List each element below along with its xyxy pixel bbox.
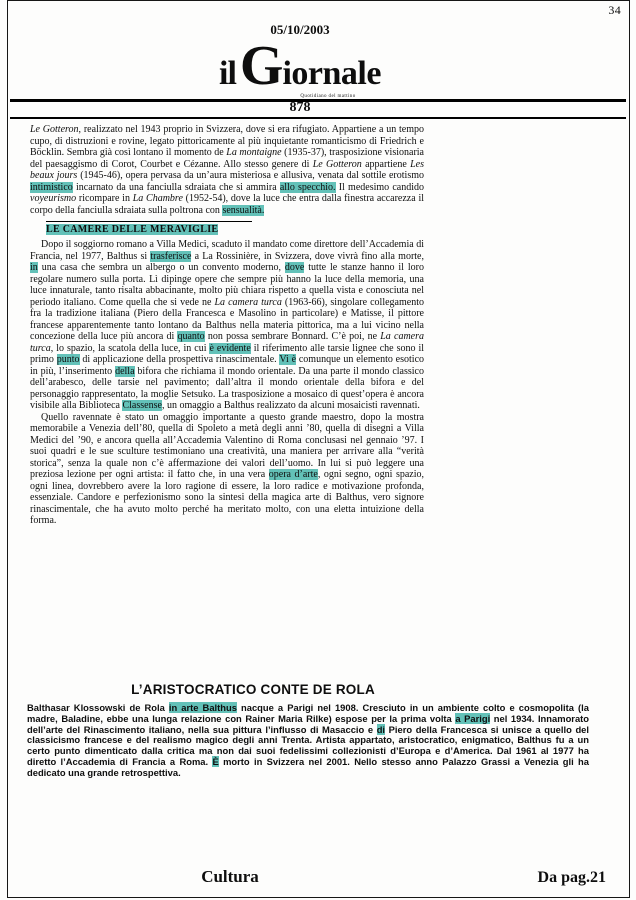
text-segment: (1945-46), opera pervasa da un’aura misteriosa e allusiva, venata dal sottile erotismo	[77, 170, 424, 181]
text-segment: È	[212, 755, 219, 767]
text-segment: La montaigne	[226, 147, 282, 158]
text-segment: Dopo il soggiorno romano a Villa Medici, scaduto il mandato come direttore dell’Accademia di Francia, nel 1977, Balthus si	[30, 239, 424, 262]
footer-frompage-label: Da pag.21	[537, 869, 606, 886]
text-segment: (1952-54), dove la luce che entra dalla finestra accarezza il corpo della fanciulla sdraiata sulla poltrona con	[30, 193, 425, 216]
bio-box	[27, 682, 589, 779]
bio-paragraph	[27, 703, 589, 779]
text-segment: Classense	[122, 400, 162, 411]
text-segment: opera d’arte	[268, 469, 318, 480]
logo-initial: G	[239, 35, 283, 97]
text-segment: a Parigi	[455, 712, 491, 724]
text-segment: della	[115, 365, 135, 377]
text-segment: nacque a Parigi nel 1908. Cresciuto in un ambiente colto e cosmopolita (la madre, Baladine, ebbe una lunga relazione con Rainer Maria Rilke) espose per la prima volta	[27, 702, 589, 724]
bio-heading: L’ARISTOCRATICO CONTE DE ROLA	[131, 682, 375, 697]
text-segment: voyeurismo	[30, 193, 77, 204]
text-segment: una casa che sembra un albergo o un convento moderno,	[37, 262, 285, 273]
article-paragraph-2	[30, 239, 424, 412]
text-segment: incarnato da una fanciulla sdraiata che si ammira	[72, 181, 280, 193]
text-segment: tutte le stanze hanno il loro regolare numero sulla porta. Lì dipinge opere che sempre più hanno la luce della memoria, una luce innaturale, tanto risalta abbacinante, molto più chiara rispetto a quella vista e conosciuta nel periodo italiano. Come quella che si vede ne	[30, 262, 424, 308]
text-segment: , realizzato nel 1943 proprio in Svizzera, dove si era rifugiato. Appartiene a un tempo cupo, di distruzioni e rovine, legato pittoricamente al più inquietante romanticismo di Friedrich e Böcklin. Sembra già così lontano il momento de	[30, 124, 424, 158]
text-segment: trasferisce	[150, 250, 192, 262]
text-segment: appartiene	[361, 158, 411, 170]
text-segment: è evidente	[209, 342, 251, 354]
text-segment: allo specchio.	[279, 181, 336, 193]
masthead-rule-bottom	[10, 117, 626, 119]
text-segment: di applicazione della prospettiva rinascimentale.	[79, 354, 280, 365]
text-segment: Quello ravennate è stato un omaggio importante a questo grande maestro, dopo la mostra memorabile a Venezia dell’80, quella di Spoleto a metà degli anni ’80, quella di disegni a Villa Medici del ’90, e ancora quella all’Accademia Valentino di Roma conclusasi nel gennaio ’97. I suoi quadri e le sue sculture testimoniano una creatività, una maniera per arrivare alla “verità storica”, senza la quale non c’è affermazione dei valori dell’uomo. In lui si può leggere una preziosa lezione per ogni artista: il fatto che, in una vera	[30, 411, 424, 480]
text-segment: ricompare in	[76, 193, 133, 204]
newspaper-logo	[0, 34, 600, 99]
article-paragraph-1	[30, 124, 424, 216]
article-paragraph-3	[30, 412, 424, 527]
text-segment: Vi è	[279, 354, 297, 365]
text-segment: Il medesimo candido	[335, 181, 425, 193]
text-segment: sensualità.	[222, 204, 265, 216]
text-segment: in arte Balthus	[168, 702, 237, 713]
masthead-tagline: Quotidiano del mattino	[300, 94, 356, 99]
text-segment: intimistico	[30, 181, 73, 193]
text-segment: bifora che richiama il mondo orientale. Da una parte il mondo classico dell’arabesco, delle tarsie nel pavimento; dall’altra il mondo orientale della bifora e del personaggio rappresentato, la moglie Setsuko. La trasposizione a mosaico di quest’opera è ancora visibile alla Biblioteca	[30, 365, 424, 411]
text-segment: quanto	[177, 331, 205, 342]
text-segment: La Chambre	[132, 193, 183, 204]
article-column	[30, 124, 424, 527]
logo-prefix: il	[219, 55, 236, 92]
text-segment: Piero della Francesca si unisce a quello del classicismo francese e del realismo magico degli anni Trenta. Artista appartato, aristocratico, enigmatico, Balthus fu a un certo punto dimenticato dalla critica ma non dai suoi fedelissimi collezionisti d’Europa e d’America. Dal 1961 al 1977 ha diretto l’Accademia di Francia a Roma.	[27, 723, 589, 767]
text-segment: Le Gotteron	[312, 158, 362, 170]
text-segment: a La Rossinière, in Svizzera, dove vivrà fino alla morte,	[191, 250, 424, 262]
page-number: 34	[608, 3, 621, 17]
edition-number: 878	[289, 100, 311, 115]
text-segment: La camera turca	[30, 331, 425, 354]
logo-rest: iornale	[282, 55, 381, 92]
text-segment: La camera turca	[214, 296, 282, 308]
text-segment: dove	[284, 262, 305, 273]
text-segment: Les beaux jours	[30, 158, 424, 181]
footer-section-label: Cultura	[201, 867, 259, 886]
text-segment: (1963-66), singolare collegamento fra la tradizione italiana (Piero della Francesca e Masolino in particolare) e Matisse, il pittore francese apparentemente tanto lontano da Balthus nella materia pittorica, ma a lui vicino nella concezione della luce più ancora di	[30, 296, 424, 342]
text-segment: , lo spazio, la scatola della luce, in cui	[50, 342, 210, 354]
text-segment: , un omaggio a Balthus realizzato da alcuni mosaicisti ravennati.	[161, 400, 420, 411]
text-segment: punto	[56, 354, 80, 365]
text-segment: Balthasar Klossowski de Rola	[27, 702, 169, 713]
section-subheading	[46, 221, 252, 235]
section-subheading-text: LE CAMERE DELLE MERAVIGLIE	[46, 224, 219, 235]
text-segment: nel 1934. Innamorato dell’arte del Rinascimento italiano, nella sua pittura l’influsso di Masaccio e	[27, 712, 590, 735]
text-segment: morto in Svizzera nel 2001. Nello stesso anno Palazzo Grassi a Venezia gli ha dedicato una grande retrospettiva.	[27, 755, 589, 778]
text-segment: Le Gotteron	[30, 124, 79, 135]
text-segment: di	[376, 723, 386, 735]
text-segment: in	[30, 262, 38, 273]
text-segment: , ogni segno, ogni spazio, ogni linea, dovrebbero avere la loro ragione di essere, la loro radice e motivazione profonda, essenziale. Candore e perfezionismo sono la sintesi della magica arte di Balthus, vero signore rinascimentale, che ha avuto molto perché ha meritato molto, con una eletta intuizione della forma.	[30, 469, 424, 526]
issue-date: 05/10/2003	[270, 22, 330, 37]
text-segment: non possa sembrare Bonnard. C’è poi, ne	[204, 331, 381, 342]
text-segment: (1935-37), trasposizione visionaria del paesaggismo di Corot, Courbet e Cézanne. Allo stesso genere di	[30, 147, 424, 170]
text-segment: comunque un elemento esotico in più, l’inserimento	[30, 354, 425, 377]
text-segment: il riferimento alle tarsie lignee che sono il primo	[30, 342, 424, 365]
